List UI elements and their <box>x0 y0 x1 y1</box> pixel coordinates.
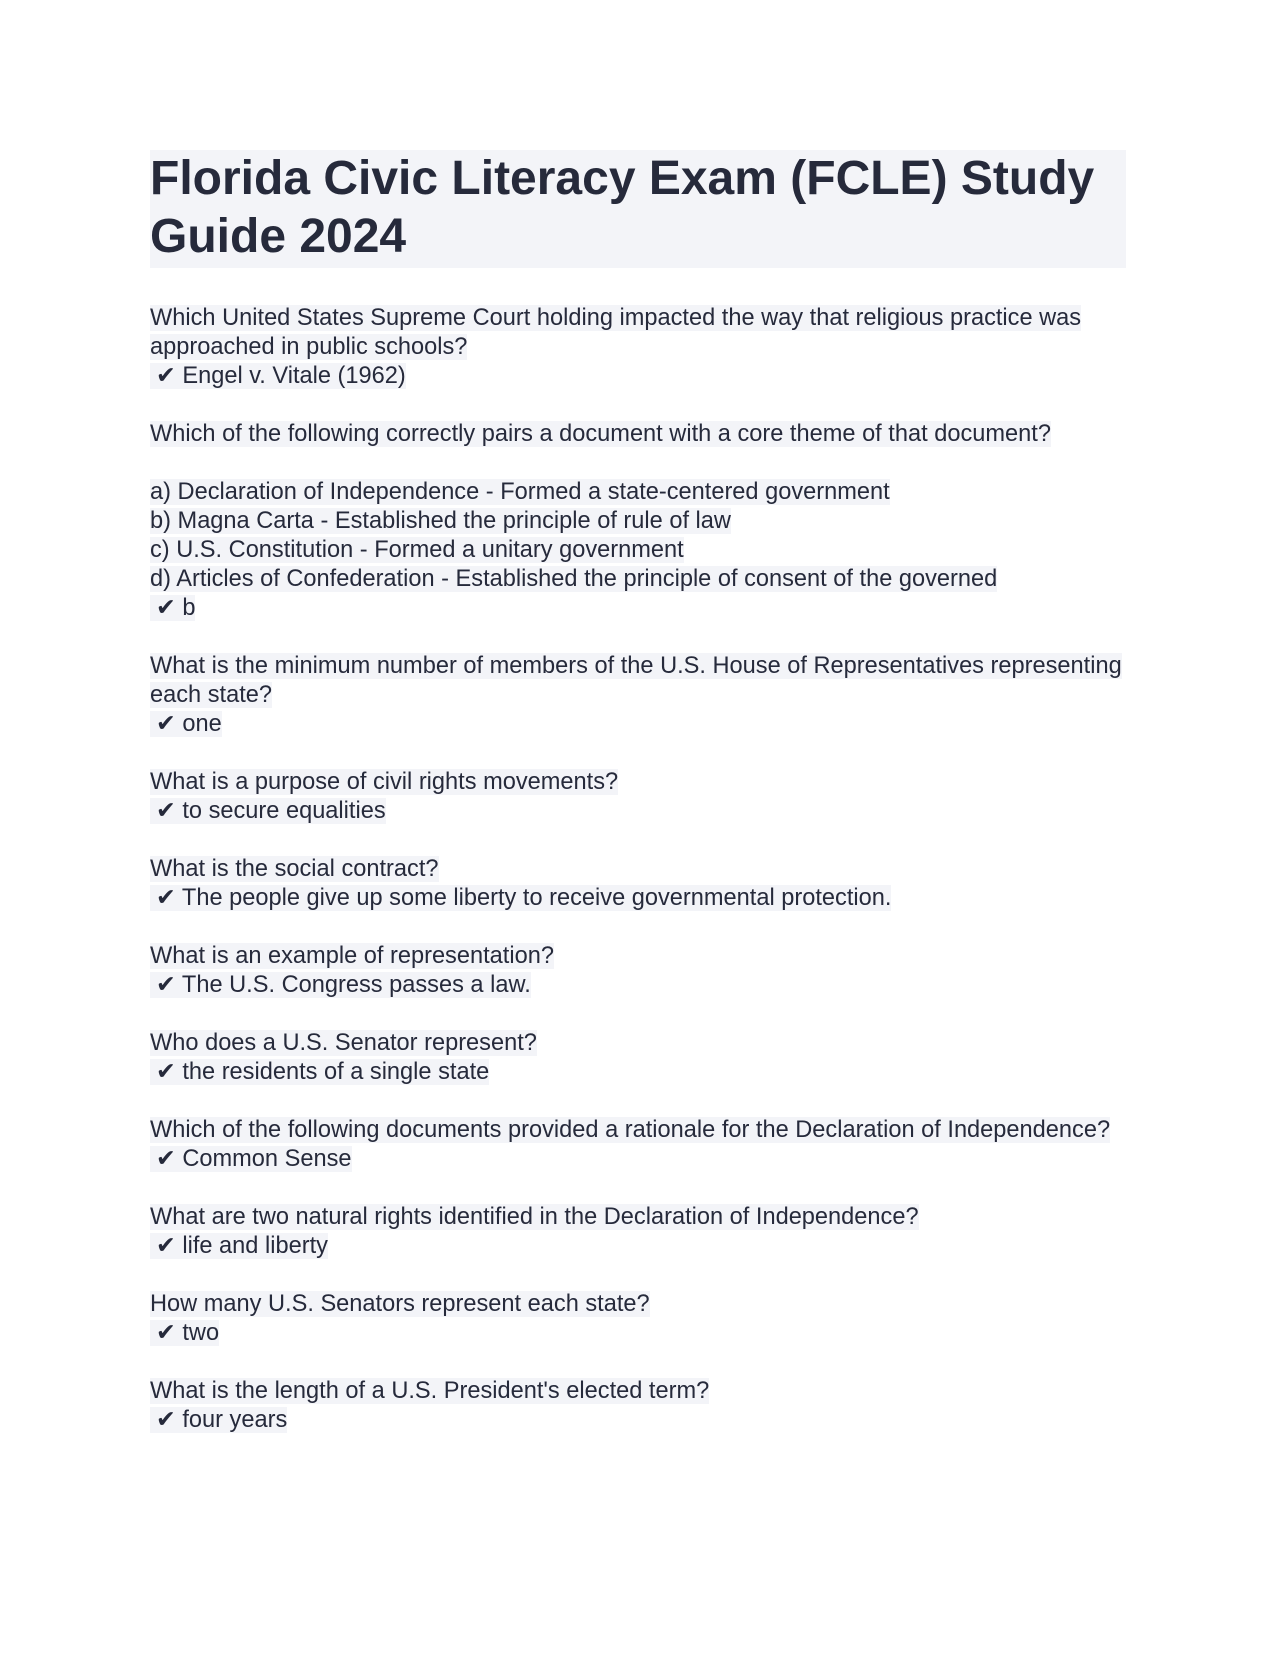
question <box>150 652 1126 710</box>
answer <box>150 1319 1126 1348</box>
question <box>150 1029 1126 1058</box>
question <box>150 420 1126 449</box>
answer <box>150 1406 1126 1435</box>
option-item <box>150 507 1126 536</box>
question <box>150 1377 1126 1406</box>
answer-text: The U.S. Congress passes a law. <box>181 972 531 998</box>
qa-item <box>150 652 1126 739</box>
answer-text: life and liberty <box>182 1233 328 1259</box>
qa-item <box>150 1290 1126 1348</box>
option-item <box>150 478 1126 507</box>
question-text: Which United States Supreme Court holding impacted the way that religious practice was approached in public schools? <box>150 305 1082 360</box>
question-text: What is the social contract? <box>150 856 439 882</box>
answer <box>150 362 1126 391</box>
qa-item <box>150 420 1126 623</box>
answer <box>150 1145 1126 1174</box>
question-text: What is an example of representation? <box>150 943 554 969</box>
qa-item <box>150 1203 1126 1261</box>
answer <box>150 594 1126 623</box>
answer <box>150 1058 1126 1087</box>
question-text: Which of the following correctly pairs a document with a core theme of that document? <box>150 421 1051 447</box>
qa-item <box>150 1377 1126 1435</box>
checkmark-icon: ✔ <box>156 1059 176 1085</box>
qa-list <box>150 304 1126 1435</box>
checkmark-icon: ✔ <box>156 363 176 389</box>
qa-item <box>150 942 1126 1000</box>
answer-text: four years <box>182 1407 288 1433</box>
question-text: Who does a U.S. Senator represent? <box>150 1030 537 1056</box>
question <box>150 1116 1126 1145</box>
question <box>150 1290 1126 1319</box>
checkmark-icon: ✔ <box>156 595 176 621</box>
answer-text: one <box>182 711 222 737</box>
option-item <box>150 536 1126 565</box>
checkmark-icon: ✔ <box>156 1407 176 1433</box>
question <box>150 304 1126 362</box>
qa-item <box>150 855 1126 913</box>
question-text: What is the length of a U.S. President's elected term? <box>150 1378 710 1404</box>
options-list <box>150 478 1126 594</box>
qa-item <box>150 1116 1126 1174</box>
document-title: Florida Civic Literacy Exam (FCLE) Study Guide 2024 <box>150 150 1126 268</box>
answer-text: b <box>182 595 196 621</box>
document-page <box>150 150 1126 1464</box>
question-text: What is a purpose of civil rights movements? <box>150 769 619 795</box>
answer <box>150 884 1126 913</box>
answer <box>150 1232 1126 1261</box>
question <box>150 1203 1126 1232</box>
question-text: Which of the following documents provided a rationale for the Declaration of Independence? <box>150 1117 1111 1143</box>
option-text: d) Articles of Confederation - Established the principle of consent of the governed <box>150 566 998 592</box>
answer-text: Engel v. Vitale (1962) <box>182 363 406 389</box>
checkmark-icon: ✔ <box>156 1320 176 1346</box>
checkmark-icon: ✔ <box>156 1146 176 1172</box>
question <box>150 942 1126 971</box>
answer-text: Common Sense <box>182 1146 352 1172</box>
qa-item <box>150 1029 1126 1087</box>
checkmark-icon: ✔ <box>156 1233 176 1259</box>
answer-text: the residents of a single state <box>182 1059 490 1085</box>
checkmark-icon: ✔ <box>156 972 176 998</box>
option-text: c) U.S. Constitution - Formed a unitary government <box>150 537 684 563</box>
checkmark-icon: ✔ <box>156 711 176 737</box>
qa-item <box>150 768 1126 826</box>
answer-text: The people give up some liberty to receive governmental protection. <box>181 885 892 911</box>
option-text: b) Magna Carta - Established the principle of rule of law <box>150 508 731 534</box>
option-text: a) Declaration of Independence - Formed a state-centered government <box>150 479 890 505</box>
option-item <box>150 565 1126 594</box>
checkmark-icon: ✔ <box>156 885 176 911</box>
answer-text: to secure equalities <box>182 798 386 824</box>
checkmark-icon: ✔ <box>156 798 176 824</box>
question-text: What are two natural rights identified in the Declaration of Independence? <box>150 1204 919 1230</box>
question-text: What is the minimum number of members of the U.S. House of Representatives representing each state? <box>150 653 1122 708</box>
qa-item <box>150 304 1126 391</box>
answer <box>150 710 1126 739</box>
question-text: How many U.S. Senators represent each state? <box>150 1291 650 1317</box>
question <box>150 855 1126 884</box>
answer <box>150 971 1126 1000</box>
answer <box>150 797 1126 826</box>
answer-text: two <box>182 1320 220 1346</box>
question <box>150 768 1126 797</box>
